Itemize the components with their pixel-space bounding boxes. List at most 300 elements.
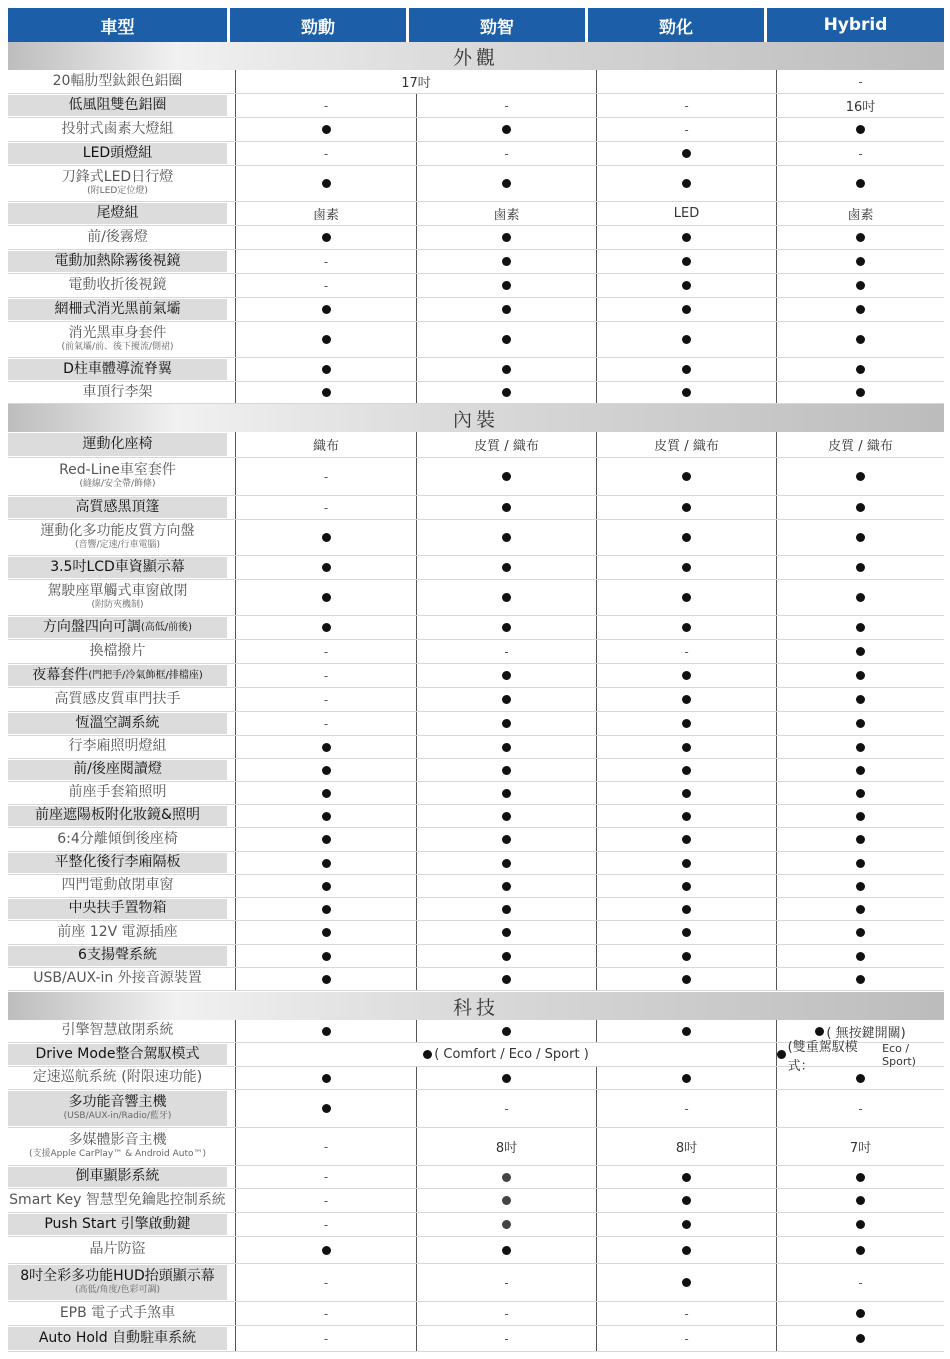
cell bbox=[776, 358, 944, 381]
cell-note: ( Comfort / Eco / Sport ) bbox=[434, 1047, 589, 1062]
row-label: 高質感皮質車門扶手 bbox=[54, 690, 181, 707]
cell bbox=[416, 782, 596, 804]
cell: - bbox=[776, 70, 944, 93]
cell bbox=[416, 736, 596, 758]
row-label-note: (高低/前後) bbox=[140, 622, 193, 633]
included-dot bbox=[856, 365, 865, 374]
cell bbox=[596, 520, 776, 555]
cell bbox=[235, 322, 416, 357]
table-row bbox=[8, 1067, 944, 1090]
table-row bbox=[8, 688, 944, 712]
included-dot bbox=[502, 812, 511, 821]
cell bbox=[416, 898, 596, 920]
cell: - bbox=[235, 712, 416, 735]
cell: - bbox=[235, 664, 416, 687]
cell: - bbox=[596, 640, 776, 663]
table-row bbox=[8, 250, 944, 274]
cell bbox=[416, 322, 596, 357]
cell: 7吋 bbox=[776, 1128, 944, 1165]
cell bbox=[776, 1302, 944, 1325]
cell bbox=[235, 875, 416, 897]
included-dot bbox=[682, 835, 691, 844]
included-dot bbox=[682, 743, 691, 752]
cell bbox=[235, 358, 416, 381]
cell bbox=[776, 580, 944, 615]
included-dot bbox=[502, 882, 511, 891]
cell: - bbox=[235, 496, 416, 519]
section-tech: 科技 bbox=[8, 992, 944, 1020]
included-dot bbox=[682, 1220, 691, 1229]
cell bbox=[596, 782, 776, 804]
included-dot bbox=[322, 388, 331, 397]
row-label-main: 8吋全彩多功能HUD抬頭顯示幕 bbox=[20, 1267, 215, 1284]
cell bbox=[776, 458, 944, 495]
row-label: 車頂行李架 bbox=[82, 383, 153, 400]
row-label: Push Start 引擎啟動鍵 bbox=[8, 1214, 227, 1235]
cell bbox=[776, 805, 944, 827]
cell bbox=[776, 1189, 944, 1212]
cell bbox=[596, 322, 776, 357]
row-label bbox=[8, 581, 227, 614]
row-label: USB/AUX-in 外接音源裝置 bbox=[33, 970, 202, 987]
included-dot bbox=[682, 1074, 691, 1083]
included-dot bbox=[322, 179, 331, 188]
cell bbox=[596, 805, 776, 827]
included-dot bbox=[856, 812, 865, 821]
row-label bbox=[8, 617, 227, 638]
cell bbox=[235, 616, 416, 639]
cell: - bbox=[235, 1189, 416, 1212]
cell bbox=[416, 382, 596, 403]
row-label: 前/後座閱讀燈 bbox=[8, 760, 227, 780]
included-dot bbox=[856, 859, 865, 868]
included-dot bbox=[682, 233, 691, 242]
included-dot bbox=[682, 365, 691, 374]
row-label: LED頭燈組 bbox=[8, 143, 227, 164]
cell bbox=[776, 921, 944, 944]
cell bbox=[416, 1020, 596, 1042]
header-trim-3: 勁化 bbox=[588, 8, 764, 42]
cell: - bbox=[416, 640, 596, 663]
included-dot bbox=[322, 335, 331, 344]
header-trim-2: 勁智 bbox=[409, 8, 585, 42]
cell: - bbox=[235, 1302, 416, 1325]
cell-merged: 17吋 bbox=[235, 70, 596, 93]
cell bbox=[596, 688, 776, 711]
cell bbox=[776, 166, 944, 201]
included-dot bbox=[856, 743, 865, 752]
cell-merged bbox=[235, 1043, 776, 1066]
table-row bbox=[8, 945, 944, 968]
included-dot bbox=[322, 593, 331, 602]
row-label-note: (門把手/冷氣飾框/排檔座) bbox=[88, 670, 203, 681]
included-dot bbox=[322, 1027, 331, 1036]
included-dot bbox=[682, 695, 691, 704]
row-label: Auto Hold 自動駐車系統 bbox=[8, 1327, 227, 1350]
included-dot bbox=[502, 305, 511, 314]
cell: - bbox=[235, 142, 416, 165]
row-label: 前座 12V 電源插座 bbox=[57, 923, 178, 940]
cell: - bbox=[776, 1264, 944, 1301]
cell: - bbox=[235, 640, 416, 663]
cell bbox=[596, 1189, 776, 1212]
table-row bbox=[8, 1128, 944, 1166]
cell bbox=[776, 1067, 944, 1089]
included-dot bbox=[856, 905, 865, 914]
cell bbox=[416, 580, 596, 615]
table-row bbox=[8, 759, 944, 782]
cell bbox=[776, 616, 944, 639]
row-label: 網柵式消光黑前氣壩 bbox=[8, 299, 227, 320]
cell bbox=[776, 496, 944, 519]
cell: - bbox=[596, 1302, 776, 1325]
included-dot bbox=[682, 1278, 691, 1287]
section-exterior: 外觀 bbox=[8, 42, 944, 70]
row-label: Drive Mode整合駕馭模式 bbox=[8, 1044, 227, 1065]
cell bbox=[776, 556, 944, 579]
cell-note-small: Eco / Sport) bbox=[882, 1041, 916, 1068]
included-dot bbox=[682, 472, 691, 481]
included-dot bbox=[322, 1104, 331, 1113]
spec-table-header bbox=[8, 8, 944, 42]
cell bbox=[416, 520, 596, 555]
included-dot bbox=[502, 671, 511, 680]
row-label-note: (支援Apple CarPlay™ & Android Auto™) bbox=[28, 1149, 207, 1160]
included-dot bbox=[322, 812, 331, 821]
included-dot bbox=[682, 952, 691, 961]
included-dot bbox=[856, 975, 865, 984]
included-dot bbox=[502, 743, 511, 752]
cell: - bbox=[416, 1264, 596, 1301]
cell bbox=[416, 556, 596, 579]
cell: 皮質 / 織布 bbox=[416, 432, 596, 457]
included-dot bbox=[502, 257, 511, 266]
cell bbox=[776, 322, 944, 357]
row-label bbox=[8, 459, 227, 494]
included-dot bbox=[682, 1027, 691, 1036]
included-dot bbox=[856, 1074, 865, 1083]
row-label-main: 刀鋒式LED日行燈 bbox=[61, 168, 174, 185]
cell bbox=[416, 1189, 596, 1212]
cell: - bbox=[235, 1166, 416, 1188]
included-dot bbox=[502, 281, 511, 290]
cell bbox=[776, 898, 944, 920]
cell: 鹵素 bbox=[776, 202, 944, 225]
cell bbox=[416, 875, 596, 897]
included-dot bbox=[502, 388, 511, 397]
row-label: 換檔撥片 bbox=[89, 642, 146, 659]
cell bbox=[416, 759, 596, 781]
cell bbox=[596, 358, 776, 381]
cell: 16吋 bbox=[776, 94, 944, 117]
row-label-note: (前氣壩/前、後下擾流/側裙) bbox=[61, 342, 174, 353]
row-label: 前座手套箱照明 bbox=[68, 784, 167, 801]
cell: - bbox=[776, 142, 944, 165]
cell: 織布 bbox=[235, 432, 416, 457]
cell bbox=[596, 382, 776, 403]
table-row bbox=[8, 875, 944, 898]
table-row bbox=[8, 968, 944, 991]
cell: - bbox=[235, 1128, 416, 1165]
cell: - bbox=[596, 1090, 776, 1127]
included-dot bbox=[502, 563, 511, 572]
cell bbox=[596, 921, 776, 944]
cell bbox=[416, 358, 596, 381]
row-label: 平整化後行李廂隔板 bbox=[8, 853, 227, 873]
included-dot bbox=[682, 928, 691, 937]
included-dot bbox=[322, 1074, 331, 1083]
cell bbox=[596, 875, 776, 897]
included-dot bbox=[502, 1074, 511, 1083]
table-row bbox=[8, 1302, 944, 1326]
table-row bbox=[8, 458, 944, 496]
header-model: 車型 bbox=[8, 8, 227, 42]
included-dot bbox=[856, 125, 865, 134]
cell bbox=[416, 1067, 596, 1089]
included-dot bbox=[856, 789, 865, 798]
included-dot bbox=[322, 835, 331, 844]
cell bbox=[416, 616, 596, 639]
cell bbox=[596, 616, 776, 639]
cell bbox=[596, 70, 776, 93]
cell: - bbox=[416, 1090, 596, 1127]
included-dot bbox=[682, 671, 691, 680]
included-dot bbox=[682, 257, 691, 266]
cell bbox=[596, 556, 776, 579]
row-label: EPB 電子式手煞車 bbox=[59, 1304, 176, 1321]
included-dot bbox=[322, 563, 331, 572]
cell bbox=[596, 664, 776, 687]
included-dot bbox=[682, 766, 691, 775]
row-label-main: 多媒體影音主機 bbox=[68, 1131, 167, 1148]
row-label-note: (USB/AUX-in/Radio/藍牙) bbox=[63, 1111, 172, 1122]
cell bbox=[776, 736, 944, 758]
cell bbox=[416, 298, 596, 321]
row-label bbox=[8, 323, 227, 356]
included-dot bbox=[856, 695, 865, 704]
row-label-main: Red-Line車室套件 bbox=[59, 461, 176, 478]
included-dot bbox=[502, 179, 511, 188]
cell: - bbox=[235, 94, 416, 117]
cell bbox=[776, 782, 944, 804]
cell: - bbox=[416, 1302, 596, 1325]
included-dot bbox=[322, 766, 331, 775]
cell bbox=[235, 556, 416, 579]
included-dot bbox=[682, 305, 691, 314]
row-label bbox=[8, 1265, 227, 1300]
cell: - bbox=[235, 1326, 416, 1351]
cell bbox=[596, 274, 776, 297]
cell bbox=[235, 118, 416, 141]
cell: 皮質 / 織布 bbox=[776, 432, 944, 457]
cell-note: (雙重駕馭模式： bbox=[787, 1039, 858, 1074]
cell bbox=[416, 945, 596, 967]
cell: - bbox=[596, 118, 776, 141]
cell bbox=[596, 298, 776, 321]
cell bbox=[235, 805, 416, 827]
cell bbox=[776, 664, 944, 687]
row-label bbox=[8, 1129, 227, 1164]
cell bbox=[416, 118, 596, 141]
cell bbox=[416, 664, 596, 687]
cell bbox=[235, 1237, 416, 1263]
included-dot bbox=[856, 503, 865, 512]
row-label: 電動收折後視鏡 bbox=[68, 276, 167, 293]
included-dot bbox=[856, 1220, 865, 1229]
included-dot bbox=[502, 1173, 511, 1182]
included-dot bbox=[856, 835, 865, 844]
included-dot bbox=[856, 281, 865, 290]
included-dot bbox=[322, 365, 331, 374]
included-dot bbox=[856, 257, 865, 266]
cell: 鹵素 bbox=[416, 202, 596, 225]
row-label: 四門電動啟閉車窗 bbox=[61, 877, 174, 894]
included-dot bbox=[502, 1246, 511, 1255]
included-dot bbox=[502, 533, 511, 542]
table-row bbox=[8, 805, 944, 828]
cell bbox=[776, 1213, 944, 1236]
included-dot bbox=[856, 647, 865, 656]
cell bbox=[776, 688, 944, 711]
cell bbox=[596, 968, 776, 990]
cell bbox=[416, 1237, 596, 1263]
table-row bbox=[8, 322, 944, 358]
included-dot bbox=[815, 1027, 824, 1036]
table-row bbox=[8, 556, 944, 580]
row-label: 低風阻雙色鋁圈 bbox=[8, 95, 227, 116]
cell bbox=[596, 458, 776, 495]
cell bbox=[235, 166, 416, 201]
cell bbox=[235, 298, 416, 321]
cell bbox=[776, 640, 944, 663]
included-dot bbox=[856, 1246, 865, 1255]
included-dot bbox=[682, 533, 691, 542]
cell bbox=[776, 1237, 944, 1263]
cell bbox=[596, 1264, 776, 1301]
included-dot bbox=[322, 952, 331, 961]
row-label: 晶片防盜 bbox=[89, 1241, 146, 1258]
table-row bbox=[8, 712, 944, 736]
cell bbox=[416, 250, 596, 273]
cell bbox=[596, 226, 776, 249]
cell bbox=[235, 968, 416, 990]
row-label: 6支揚聲系統 bbox=[8, 946, 227, 966]
included-dot bbox=[322, 1246, 331, 1255]
cell bbox=[416, 852, 596, 874]
row-label: 中央扶手置物箱 bbox=[8, 899, 227, 919]
row-label-note: (附LED定位燈) bbox=[87, 186, 148, 197]
included-dot bbox=[856, 671, 865, 680]
row-label-note: (高低/角度/色彩可調) bbox=[74, 1285, 161, 1296]
cell bbox=[416, 968, 596, 990]
cell bbox=[596, 580, 776, 615]
table-row bbox=[8, 166, 944, 202]
row-label: 前/後霧燈 bbox=[87, 228, 148, 245]
cell: - bbox=[235, 1213, 416, 1236]
cell bbox=[235, 945, 416, 967]
cell bbox=[776, 852, 944, 874]
table-row bbox=[8, 142, 944, 166]
cell bbox=[235, 782, 416, 804]
included-dot bbox=[502, 789, 511, 798]
included-dot bbox=[856, 472, 865, 481]
row-label: 投射式鹵素大燈組 bbox=[61, 120, 174, 137]
included-dot bbox=[682, 149, 691, 158]
cell bbox=[416, 496, 596, 519]
row-label: 定速巡航系統 (附限速功能) bbox=[32, 1069, 203, 1086]
row-label bbox=[8, 665, 227, 686]
included-dot bbox=[682, 905, 691, 914]
included-dot bbox=[322, 125, 331, 134]
included-dot bbox=[856, 179, 865, 188]
cell: - bbox=[235, 1264, 416, 1301]
cell bbox=[776, 382, 944, 403]
included-dot bbox=[682, 179, 691, 188]
included-dot bbox=[502, 125, 511, 134]
included-dot bbox=[682, 789, 691, 798]
cell bbox=[235, 759, 416, 781]
included-dot bbox=[322, 928, 331, 937]
row-label: 3.5吋LCD車資顯示幕 bbox=[8, 557, 227, 578]
cell: - bbox=[235, 688, 416, 711]
cell bbox=[776, 520, 944, 555]
cell bbox=[416, 166, 596, 201]
cell bbox=[235, 1090, 416, 1127]
included-dot bbox=[856, 719, 865, 728]
included-dot bbox=[856, 305, 865, 314]
included-dot bbox=[856, 882, 865, 891]
cell: - bbox=[416, 1326, 596, 1351]
included-dot bbox=[856, 766, 865, 775]
cell bbox=[596, 496, 776, 519]
table-row bbox=[8, 616, 944, 640]
cell: - bbox=[416, 142, 596, 165]
cell bbox=[416, 226, 596, 249]
row-label-note: (縫線/安全帶/飾條) bbox=[79, 479, 156, 490]
cell bbox=[416, 458, 596, 495]
cell: 皮質 / 織布 bbox=[596, 432, 776, 457]
cell bbox=[416, 921, 596, 944]
table-row bbox=[8, 1213, 944, 1237]
included-dot bbox=[682, 623, 691, 632]
included-dot bbox=[502, 766, 511, 775]
included-dot bbox=[682, 1173, 691, 1182]
row-label-main: 消光黑車身套件 bbox=[68, 324, 167, 341]
included-dot bbox=[682, 335, 691, 344]
table-row bbox=[8, 298, 944, 322]
included-dot bbox=[322, 623, 331, 632]
included-dot bbox=[322, 233, 331, 242]
table-row bbox=[8, 202, 944, 226]
included-dot bbox=[682, 975, 691, 984]
cell: - bbox=[235, 250, 416, 273]
row-label-main: 駕駛座單觸式車窗啟閉 bbox=[47, 582, 188, 599]
included-dot bbox=[502, 928, 511, 937]
cell: - bbox=[235, 274, 416, 297]
row-label-note: (附防夾機制) bbox=[91, 600, 144, 611]
cell bbox=[416, 805, 596, 827]
cell bbox=[596, 945, 776, 967]
cell bbox=[596, 898, 776, 920]
included-dot bbox=[856, 1196, 865, 1205]
table-row bbox=[8, 921, 944, 945]
cell bbox=[596, 166, 776, 201]
row-label-main: 方向盤四向可調 bbox=[42, 618, 141, 635]
included-dot bbox=[682, 1196, 691, 1205]
cell bbox=[776, 875, 944, 897]
table-row bbox=[8, 1189, 944, 1213]
cell bbox=[235, 852, 416, 874]
